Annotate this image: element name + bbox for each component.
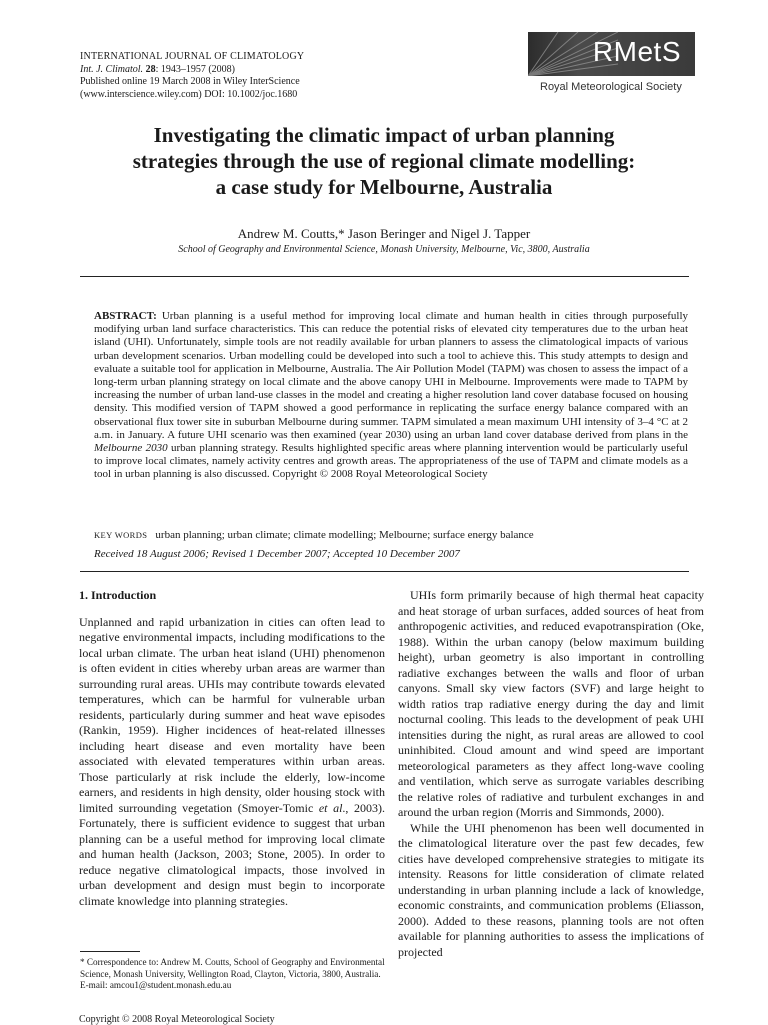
footnote-rule (80, 951, 140, 952)
doi-line: (www.interscience.wiley.com) DOI: 10.1002/joc.1680 (80, 88, 298, 100)
citation-pages: : 1943–1957 (2008) (155, 63, 236, 75)
body-column-right (398, 588, 704, 960)
abstract (94, 310, 688, 482)
logo-subtitle: Royal Meteorological Society (540, 81, 682, 93)
title-divider (80, 276, 689, 277)
abstract-divider (80, 571, 689, 572)
intro-paragraph-3: While the UHI phenomenon has been well documented in the climatological literature over the past few decades, few cities have developed comprehensive strategies to mitigate its intensity. Reasons for little consideration of climate related understanding in urban planning include a lack of knowledge, economic constraints, and communication problems (Eliasson, 2000). Added to these reasons, planning tools are not often available for planning authorities to assess the implications of projected (398, 820, 704, 959)
author-list: Andrew M. Coutts,* Jason Beringer and Nigel J. Tapper (237, 226, 531, 241)
abstract-text-2: urban planning strategy. Results highlighted specific areas where planning intervention would be particularly useful to improve local climates, namely activity centres and growth areas. The appropriateness of the use of TAPM and climate models as a tool in urban planning is also discussed. Copyright © 2008 Royal Meteorological Society (94, 442, 689, 481)
logo-wordmark: RMetS (592, 36, 681, 67)
logo-banner (528, 32, 695, 76)
author-affiliation: School of Geography and Environmental Science, Monash University, Melbourne, Vic, 3800, Australia (178, 244, 590, 255)
keywords-label: KEY WORDS (94, 530, 148, 540)
intro-etal: et al (318, 800, 343, 815)
keywords (94, 529, 688, 541)
page-copyright: Copyright © 2008 Royal Meteorological Society (79, 1014, 275, 1025)
intro-paragraph-2: UHIs form primarily because of high thermal heat capacity and heat storage of urban surfaces, added sources of heat from anthropogenic activities, and reduced evapotranspiration (Oke, 1988). Within the urban canopy (below maximum building height), urban geometry is also important in controlling radiative exchanges between the walls and floor of urban canyons. Small sky view factors (SVF) and large height to width ratios trap radiative energy during the day and limit nocturnal cooling. This leads to the development of peak UHI intensities during the night, as rural areas are allowed to cool uninhibited. Cloud amount and wind speed are important meteorological parameters as they affect long-wave cooling and ventilation, which serve as surrogate variables describing the relative roles of radiative and turbulent exchanges in and around the urban region (Morris and Simmonds, 2000). (398, 588, 704, 819)
abstract-italic: Melbourne 2030 (94, 442, 168, 455)
body-column-left (79, 588, 385, 909)
title-line: strategies through the use of regional climate modelling: (132, 149, 636, 173)
citation-abbr: Int. J. Climatol. (80, 63, 144, 75)
intro-text-a: Unplanned and rapid urbanization in cities can often lead to negative environmental impacts, including modifications to the local urban climate. The urban heat island (UHI) phenomenon is often evident in cities whereby urban areas are warmer than surrounding rural areas. UHIs may contribute towards elevated temperatures, which can be harmful for vulnerable urban residents, particularly during summer and heat wave episodes (Rankin, 1959). Higher incidences of heat-related illnesses including heart disease and even mortality have been associated with elevated temperatures within urban areas. Those particularly at risk include the elderly, low-income earners, and residents in high density, older housing stock with limited surrounding vegetation (Smoyer-Tomic (79, 614, 385, 815)
abstract-text-1: Urban planning is a useful method for improving local climate and human health in cities through purposefully modifying urban land surface characteristics. This can reduce the potential risks of elevated city temperatures due to the urban heat island (UHI). Unfortunately, simple tools are not readily available for urban planners to assess the climatological impacts of various urban development scenarios. Urban modelling could be developed into such a tool to achieve this. This study attempts to design and evaluate a suitable tool for application in Melbourne, Australia. The Air Pollution Model (TAPM) was chosen to assess the impact of a long-term urban planning strategy on local climate and the above canopy UHI in Melbourne. Improvements were made to TAPM by increasing the number of urban land-use classes in the model and creating a higher resolution land cover database focused on housing density. This modified version of TAPM showed a good performance in replicating the surface energy balance compared with an observational flux tower site in suburban Melbourne during summer. TAPM simulated a mean maximum UHI intensity of 3–4 °C at 2 a.m. in January. A future UHI scenario was then examined (year 2030) using an urban land cover database derived from plans in the (94, 310, 689, 441)
keywords-text: urban planning; urban climate; climate modelling; Melbourne; surface energy balance (155, 529, 534, 541)
citation-volume: 28 (145, 63, 156, 75)
correspondence-footnote: * Correspondence to: Andrew M. Coutts, School of Geography and Environmental Science, Monash University, Wellington Road, Clayton, Victoria, 3800, Australia. E-mail: amcou1@student.monash.edu.au (80, 957, 385, 990)
intro-text-b: ., 2003). Fortunately, there is sufficient evidence to suggest that urban planning can be a useful method for improving local climate and human health (Jackson, 2003; Stone, 2005). In order to reduce negative climatological impacts, those involved in urban development and design must begin to incorporate climate knowledge into planning strategies. (79, 800, 385, 908)
section-heading: 1. Introduction (79, 588, 157, 602)
rmets-logo (528, 32, 695, 100)
abstract-label: ABSTRACT: (94, 310, 157, 322)
title-line: Investigating the climatic impact of urban planning (153, 123, 615, 147)
journal-citation (80, 64, 304, 77)
received-dates: Received 18 August 2006; Revised 1 December 2007; Accepted 10 December 2007 (94, 548, 460, 560)
article-title (60, 122, 708, 200)
journal-header (80, 51, 304, 101)
intro-paragraph-1 (79, 615, 385, 910)
publication-line: Published online 19 March 2008 in Wiley InterScience (80, 76, 300, 87)
title-line: a case study for Melbourne, Australia (215, 175, 553, 199)
journal-name: INTERNATIONAL JOURNAL OF CLIMATOLOGY (80, 51, 305, 62)
